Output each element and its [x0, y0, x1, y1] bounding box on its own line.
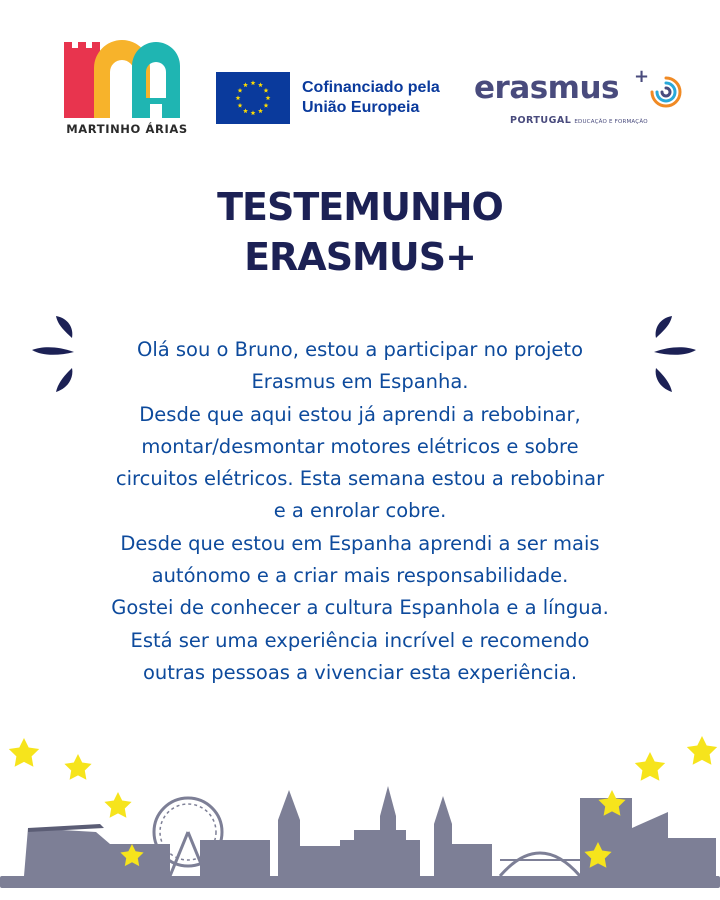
testimonial-line: Desde que aqui estou já aprendi a rebobinar, [139, 402, 581, 426]
martinho-arias-logo-icon [62, 38, 192, 118]
star-icon [687, 736, 717, 765]
city-skyline-icon [0, 720, 720, 900]
erasmus-country: PORTUGAL [510, 115, 572, 126]
testimonial-line: Olá sou o Bruno, estou a participar no projeto [136, 338, 584, 361]
eu-star-icon [236, 95, 241, 100]
eu-star-icon [238, 103, 243, 108]
school-logo [62, 38, 192, 138]
testimonial-line: autónomo e a criar mais responsabilidade. [151, 564, 569, 588]
eu-star-icon [258, 82, 263, 87]
star-icon [9, 738, 39, 767]
erasmus-swirl-icon [646, 72, 686, 112]
eu-star-icon [251, 110, 256, 115]
page-title [0, 182, 720, 282]
erasmus-subtitle [510, 108, 648, 127]
eu-star-icon [238, 88, 243, 93]
eu-star-icon [266, 95, 271, 100]
eu-flag-icon [216, 72, 290, 124]
testimonial-line: outras pessoas a vivenciar esta experiência. [142, 660, 578, 684]
testimonial-line: e a enrolar cobre. [273, 499, 447, 523]
testimonial-line: Gostei de conhecer a cultura Espanhola e a língua. [111, 596, 609, 620]
eu-text-line2: União Europeia [302, 99, 420, 116]
star-icon [104, 792, 131, 818]
erasmus-wordmark: erasmus [474, 70, 620, 106]
star-icon [635, 752, 665, 781]
testimonial-line: circuitos elétricos. Esta semana estou a rebobinar [115, 467, 605, 491]
eu-cofunding-logo [216, 72, 440, 124]
testimonial-line: Está ser uma experiência incrível e recomendo [130, 628, 590, 652]
eu-cofunding-text [302, 78, 440, 118]
eu-star-icon [243, 82, 248, 87]
eu-star-icon [243, 108, 248, 113]
star-icon [64, 754, 91, 780]
eu-star-icon [264, 88, 269, 93]
testimonial-text [60, 334, 660, 689]
testimonial-line: montar/desmontar motores elétricos e sobre [141, 434, 579, 458]
eu-text-line1: Cofinanciado pela [302, 79, 440, 96]
eu-star-icon [251, 80, 256, 85]
eu-star-icon [264, 103, 269, 108]
erasmus-logo [474, 66, 694, 126]
header [0, 0, 720, 150]
testimonial-line: Desde que estou em Espanha aprendi a ser mais [120, 531, 600, 555]
testimonial-line: Erasmus em Espanha. [251, 370, 469, 394]
school-logo-name: MARTINHO ÁRIAS [66, 122, 188, 136]
title-line-1: TESTEMUNHO [217, 185, 503, 229]
erasmus-plus-sign: + [634, 66, 650, 87]
erasmus-desc: EDUCAÇÃO E FORMAÇÃO [574, 119, 648, 125]
title-line-2: ERASMUS+ [244, 235, 476, 279]
eu-star-icon [258, 108, 263, 113]
